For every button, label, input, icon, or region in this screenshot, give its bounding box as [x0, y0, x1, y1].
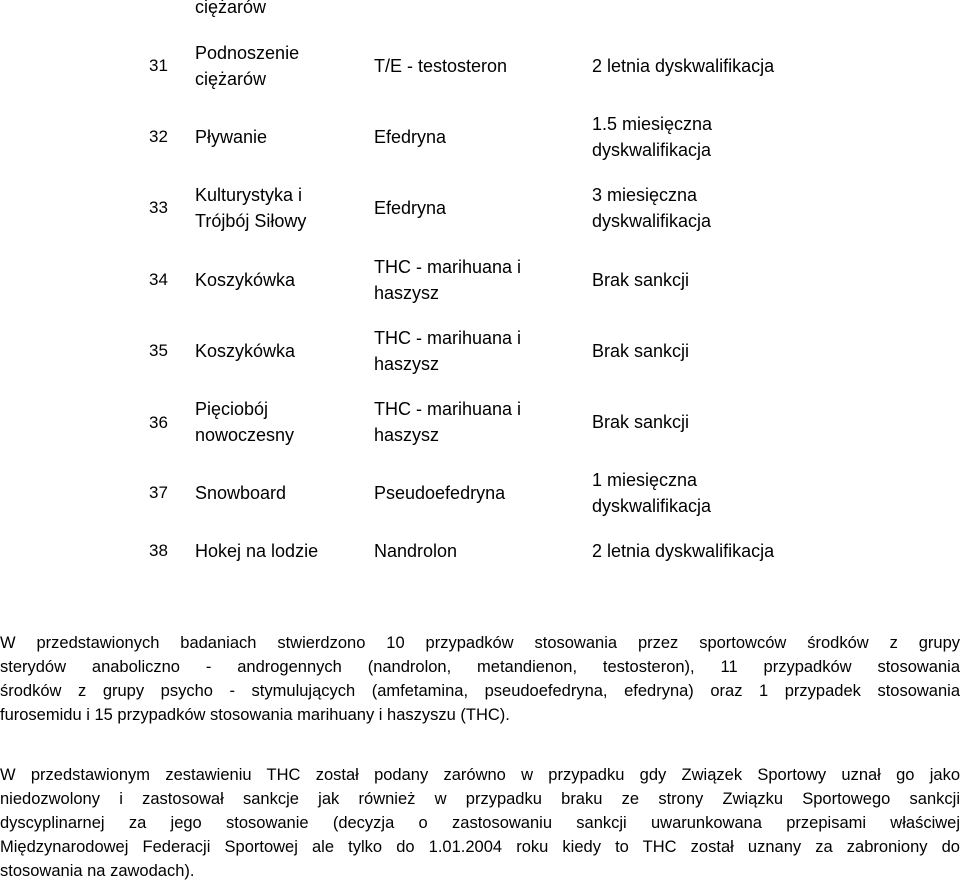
summary-paragraph-line: furosemidu i 15 przypadków stosowania marihuany i haszyszu (THC).	[0, 706, 510, 724]
row-35-substance-line1: THC - marihuana i	[374, 328, 522, 348]
row-33-sport-line2: Trójbój Siłowy	[195, 211, 307, 231]
row-32-substance: Efedryna	[374, 127, 447, 147]
row-32-sanction-line2: dyskwalifikacja	[592, 140, 712, 160]
row-35-number: 35	[149, 341, 168, 360]
row-31-sport-line1: Podnoszenie	[195, 43, 300, 63]
thc-paragraph-line: Międzynarodowej Federacji Sportowej ale tylko do 1.01.2004 roku kiedy to THC został uznany za zabroniony do	[0, 838, 960, 856]
row-37-sanction-line2: dyskwalifikacja	[592, 496, 712, 516]
row-37-sanction-line1: 1 miesięczna	[592, 470, 698, 490]
row-37-number: 37	[149, 483, 168, 502]
row-37-sport: Snowboard	[195, 483, 287, 503]
row-38-substance: Nandrolon	[374, 541, 458, 561]
row-34-number: 34	[149, 270, 168, 289]
thc-paragraph-line: niedozwolony i zastosował sankcje jak również w przypadku braku ze strony Związku Sportowego sankcji	[0, 790, 960, 808]
row-33-number: 33	[149, 198, 168, 217]
summary-paragraph-line: W przedstawionych badaniach stwierdzono 10 przypadków stosowania przez sportowców środków z grupy	[0, 634, 960, 652]
row-33-sport-line1: Kulturystyka i	[195, 185, 303, 205]
row-34-substance-line2: haszysz	[374, 283, 440, 303]
summary-paragraph-line: środków z grupy psycho - stymulujących (amfetamina, pseudoefedryna, efedryna) oraz 1 przypadek stosowania	[0, 682, 960, 700]
row-38-sanction: 2 letnia dyskwalifikacja	[592, 541, 775, 561]
row-37-substance: Pseudoefedryna	[374, 483, 506, 503]
row-36-substance-line1: THC - marihuana i	[374, 399, 522, 419]
row-36-substance-line2: haszysz	[374, 425, 440, 445]
row-35-sanction: Brak sankcji	[592, 341, 690, 361]
row-36-sanction: Brak sankcji	[592, 412, 690, 432]
row-34-substance-line1: THC - marihuana i	[374, 257, 522, 277]
row-31-sport-line2: ciężarów	[195, 69, 267, 89]
thc-paragraph-line: stosowania na zawodach).	[0, 862, 195, 880]
table-top-fragment: ciężarów	[195, 0, 267, 17]
row-32-sanction-line1: 1.5 miesięczna	[592, 114, 713, 134]
row-36-sport-line1: Pięciobój	[195, 399, 269, 419]
summary-paragraph-line: sterydów anaboliczno - androgennych (nandrolon, metandienon, testosteron), 11 przypadków stosowania	[0, 658, 960, 676]
row-32-number: 32	[149, 127, 168, 146]
thc-paragraph-line: W przedstawionym zestawieniu THC został podany zarówno w przypadku gdy Związek Sportowy uznał go jako	[0, 766, 960, 784]
row-33-sanction-line2: dyskwalifikacja	[592, 211, 712, 231]
row-32-sport: Pływanie	[195, 127, 268, 147]
row-35-substance-line2: haszysz	[374, 354, 440, 374]
row-38-sport: Hokej na lodzie	[195, 541, 319, 561]
row-36-number: 36	[149, 413, 168, 432]
row-33-sanction-line1: 3 miesięczna	[592, 185, 698, 205]
summary-paragraph	[0, 631, 960, 727]
row-34-sport: Koszykówka	[195, 270, 296, 290]
row-31-sanction: 2 letnia dyskwalifikacja	[592, 56, 775, 76]
thc-paragraph-line: dyscyplinarnej za jego stosowanie (decyzja o zastosowaniu sankcji uwarunkowana przepisami właściwej	[0, 814, 960, 832]
row-38-number: 38	[149, 541, 168, 560]
row-34-sanction: Brak sankcji	[592, 270, 690, 290]
row-35-sport: Koszykówka	[195, 341, 296, 361]
row-36-sport-line2: nowoczesny	[195, 425, 295, 445]
row-31-number: 31	[149, 56, 168, 75]
thc-paragraph	[0, 763, 960, 883]
row-31-substance: T/E - testosteron	[374, 56, 508, 76]
row-33-substance: Efedryna	[374, 198, 447, 218]
